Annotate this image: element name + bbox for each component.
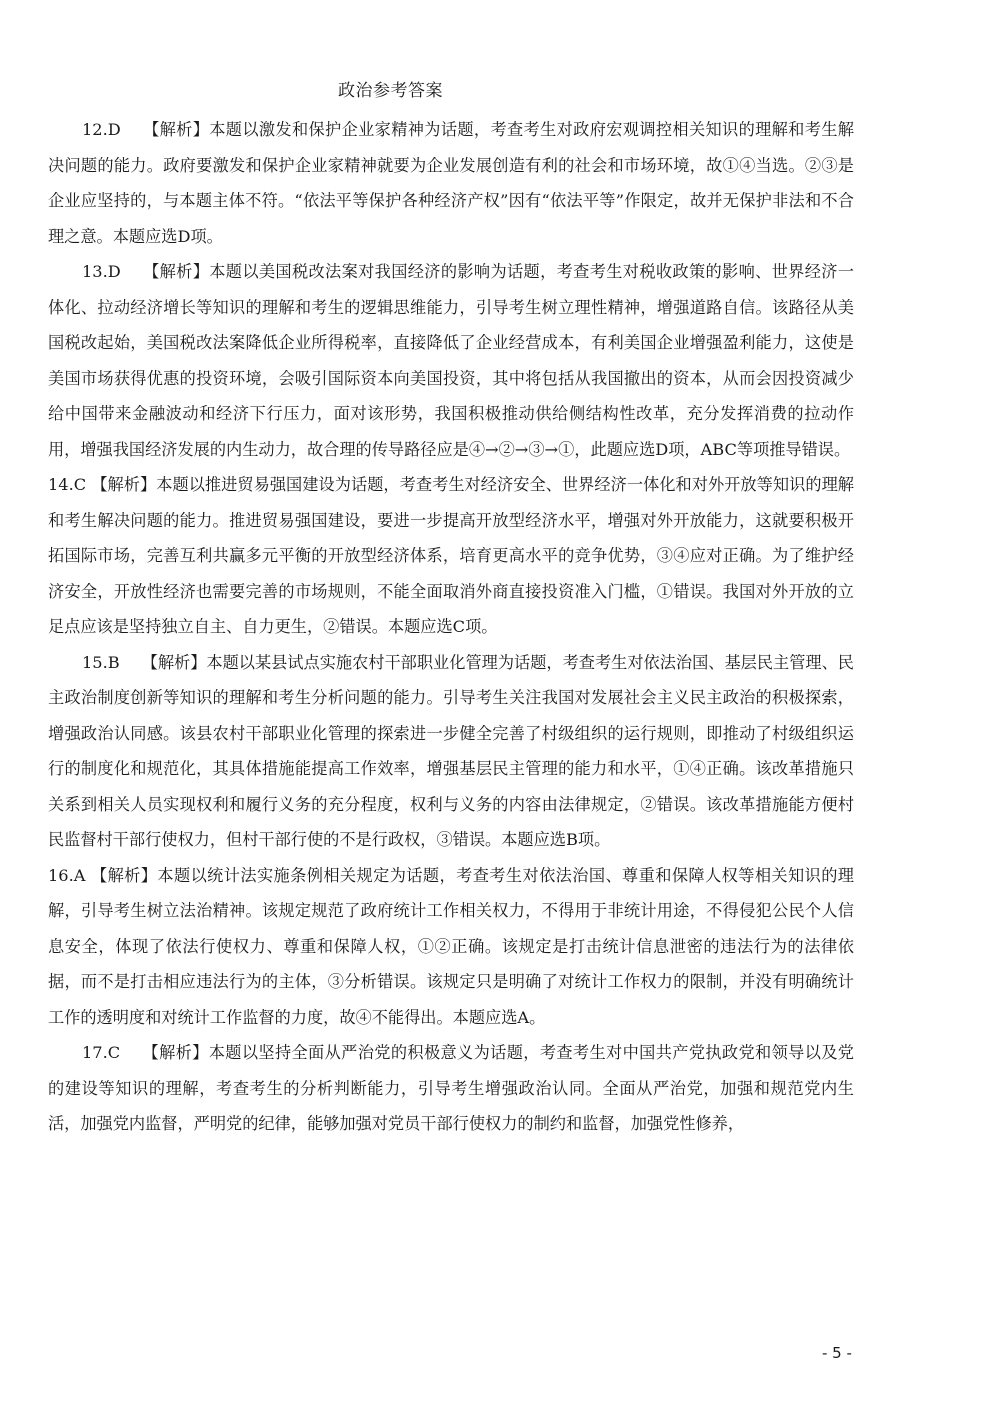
answer-paragraph-17 (48, 1035, 854, 1142)
answer-label: 16.A (48, 865, 86, 885)
answer-text: 【解析】本题以某县试点实施农村干部职业化管理为话题，考查考生对依法治国、基层民主管理、民主政治制度创新等知识的理解和考生分析问题的能力。引导考生关注我国对发展社会主义民主政治的积极探索，增强政治认同感。该县农村干部职业化管理的探索进一步健全完善了村级组织的运行规则，即推动了村级组织运行的制度化和规范化，其具体措施能提高工作效率，增强基层民主管理的能力和水平，①④正确。该改革措施只关系到相关人员实现权利和履行义务的充分程度，权利与义务的内容由法律规定，②错误。该改革措施能方便村民监督村干部行使权力，但村干部行使的不是行政权，③错误。本题应选B项。 (48, 652, 854, 849)
answer-label: 15.B (82, 652, 120, 672)
answer-paragraph-13 (48, 254, 854, 467)
answer-label: 13.D (82, 262, 121, 281)
answer-text: 【解析】本题以美国税改法案对我国经济的影响为话题，考查考生对税收政策的影响、世界经济一体化、拉动经济增长等知识的理解和考生的逻辑思维能力，引导考生树立理性精神，增强道路自信。该路径从美国税改起始，美国税改法案降低企业所得税率，直接降低了企业经营成本，有利美国企业增强盈利能力，这使是美国市场获得优惠的投资环境，会吸引国际资本向美国投资，其中将包括从我国撤出的资本，从而会因投资减少给中国带来金融波动和经济下行压力，面对该形势，我国积极推动供给侧结构性改革，充分发挥消费的拉动作用，增强我国经济发展的内生动力，故合理的传导路径应是④→②→③→①，此题应选D项，ABC等项推导错误。 (48, 262, 854, 459)
answer-text: 【解析】本题以激发和保护企业家精神为话题，考查考生对政府宏观调控相关知识的理解和考生解决问题的能力。政府要激发和保护企业家精神就要为企业发展创造有利的社会和市场环境，故①④当选。②③是企业应坚持的，与本题主体不符。“依法平等保护各种经济产权”因有“依法平等”作限定，故并无保护非法和不合理之意。本题应选D项。 (48, 120, 854, 246)
answer-paragraph-12 (48, 112, 854, 254)
answer-text: 【解析】本题以推进贸易强国建设为话题，考查考生对经济安全、世界经济一体化和对外开放等知识的理解和考生解决问题的能力。推进贸易强国建设，要进一步提高开放型经济水平，增强对外开放能力，这就要积极开拓国际市场，完善互利共赢多元平衡的开放型经济体系，培育更高水平的竞争优势，③④应对正确。为了维护经济安全，开放性经济也需要完善的市场规则，不能全面取消外商直接投资准入门槛，①错误。我国对外开放的立足点应该是坚持独立自主、自力更生，②错误。本题应选C项。 (48, 475, 854, 636)
page-number: - 5 - (822, 1344, 852, 1362)
answer-label: 12.D (82, 120, 121, 139)
answer-label: 14.C (48, 475, 87, 494)
answer-list (48, 112, 854, 1142)
answer-text: 【解析】本题以坚持全面从严治党的积极意义为话题，考查考生对中国共产党执政党和领导以及党的建设等知识的理解，考查考生的分析判断能力，引导考生增强政治认同。全面从严治党，加强和规范党内生活，加强党内监督，严明党的纪律，能够加强对党员干部行使权力的制约和监督，加强党性修养， (48, 1043, 854, 1133)
answer-paragraph-15 (48, 645, 854, 858)
answer-text: 【解析】本题以统计法实施条例相关规定为话题，考查考生对依法治国、尊重和保障人权等相关知识的理解，引导考生树立法治精神。该规定规范了政府统计工作相关权力，不得用于非统计用途，不得侵犯公民个人信息安全，体现了依法行使权力、尊重和保障人权，①②正确。该规定是打击统计信息泄密的违法行为的法律依据，而不是打击相应违法行为的主体，③分析错误。该规定只是明确了对统计工作权力的限制，并没有明确统计工作的透明度和对统计工作监督的力度，故④不能得出。本题应选A。 (48, 865, 854, 1027)
answer-paragraph-14 (48, 467, 854, 645)
answer-label: 17.C (82, 1043, 121, 1062)
document-title: 政治参考答案 (338, 81, 443, 101)
answer-paragraph-16 (48, 858, 854, 1036)
